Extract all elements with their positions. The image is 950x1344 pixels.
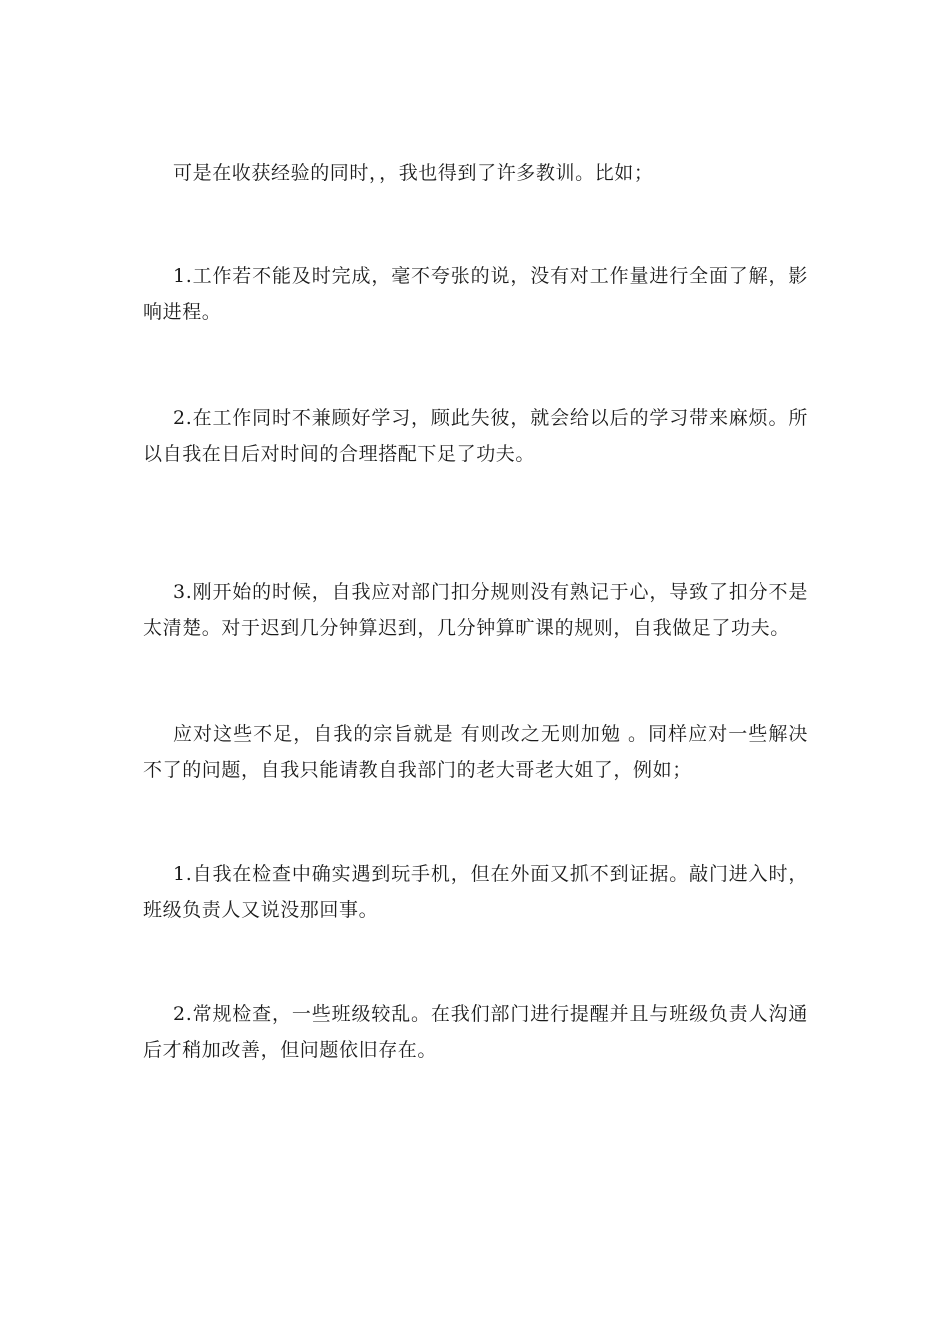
paragraph-shortcomings-intro: 应对这些不足，自我的宗旨就是 有则改之无则加勉 。同样应对一些解决不了的问题，自我只能请教自我部门的老大哥老大姐了，例如； xyxy=(143,723,808,781)
paragraph-lessons-intro: 可是在收获经验的同时，，我也得到了许多教训。比如； xyxy=(173,162,654,184)
paragraph-lesson-3: 3.刚开始的时候，自我应对部门扣分规则没有熟记于心，导致了扣分不是太清楚。对于迟到几分钟算迟到，几分钟算旷课的规则，自我做足了功夫。 xyxy=(143,581,808,639)
paragraph-example-1: 1.自我在检查中确实遇到玩手机，但在外面又抓不到证据。敲门进入时，班级负责人又说没那回事。 xyxy=(143,863,808,921)
paragraph-lesson-2: 2.在工作同时不兼顾好学习，顾此失彼，就会给以后的学习带来麻烦。所以自我在日后对时间的合理搭配下足了功夫。 xyxy=(143,407,808,465)
paragraph-example-2: 2.常规检查，一些班级较乱。在我们部门进行提醒并且与班级负责人沟通后才稍加改善，但问题依旧存在。 xyxy=(143,1003,808,1061)
paragraph-lesson-1: 1.工作若不能及时完成，毫不夸张的说，没有对工作量进行全面了解，影响进程。 xyxy=(143,265,808,323)
